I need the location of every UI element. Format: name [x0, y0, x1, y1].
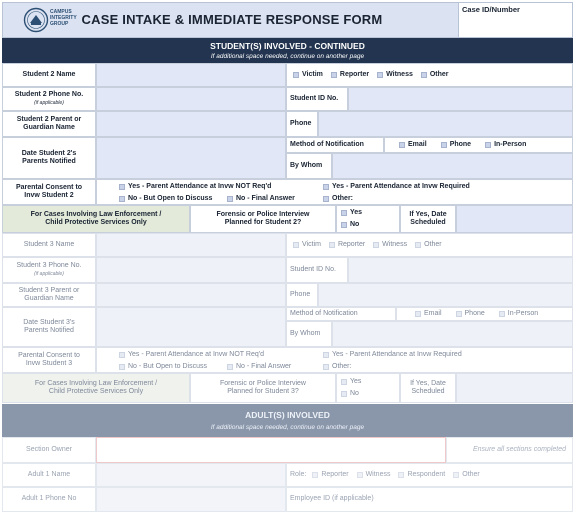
student-3-method-options [396, 307, 573, 321]
section-owner-label: Section Owner [2, 437, 96, 463]
checkbox-icon [453, 472, 459, 478]
checkbox-icon [441, 142, 447, 148]
student-3-scheduled-label: If Yes, Date Scheduled [400, 373, 456, 403]
student-3-forensic-label: Forensic or Police Interview Planned for Student 3? [190, 373, 336, 403]
student-2-role-options [286, 63, 573, 87]
student-3-role-victim[interactable]: Victim [293, 241, 321, 250]
student-2-method-phone[interactable]: Phone [441, 141, 471, 150]
student-2-guardian-label: Student 2 Parent or Guardian Name [2, 111, 96, 137]
student-2-name-label: Student 2 Name [2, 63, 96, 87]
student-3-consent-no-open[interactable]: No - But Open to Discuss [119, 363, 207, 372]
checkbox-icon [227, 196, 233, 202]
student-3-role-witness[interactable]: Witness [373, 241, 407, 250]
adult-1-name-label: Adult 1 Name [2, 463, 96, 487]
case-id-label: Case ID/Number [462, 5, 520, 14]
student-3-guardian-label: Student 3 Parent or Guardian Name [2, 283, 96, 307]
checkbox-icon [293, 72, 299, 78]
student-3-forensic-options [336, 373, 400, 403]
checkbox-icon [331, 72, 337, 78]
checkbox-icon [373, 242, 379, 248]
student-2-method-email[interactable]: Email [399, 141, 427, 150]
checkbox-icon [415, 242, 421, 248]
checkbox-icon [227, 364, 233, 370]
student-3-by-whom-input[interactable] [332, 321, 573, 347]
checkbox-icon [398, 472, 404, 478]
student-2-forensic-options [336, 205, 400, 233]
students-section-header [2, 38, 573, 63]
student-3-scheduled-input[interactable] [456, 373, 573, 403]
student-2-phone-label: Student 2 Phone No. (if applicable) [2, 87, 96, 111]
student-3-method-label: Method of Notification [286, 307, 396, 321]
adult-1-name-input[interactable] [96, 463, 286, 487]
checkbox-icon [119, 364, 125, 370]
student-2-role-other[interactable]: Other [421, 71, 449, 80]
checkbox-icon [399, 142, 405, 148]
student-2-guardian-phone-label: Phone [286, 111, 318, 137]
student-2-consent-other[interactable]: Other: [323, 195, 353, 204]
student-3-id-label: Student ID No. [286, 257, 348, 283]
form-header [2, 2, 573, 38]
checkbox-icon [456, 311, 462, 317]
student-2-consent-no-open[interactable]: No - But Open to Discuss [119, 195, 212, 204]
adult-1-role-reporter[interactable]: Reporter [312, 471, 348, 480]
adult-1-role-other[interactable]: Other [453, 471, 480, 480]
checkbox-icon [485, 142, 491, 148]
student-2-name-input[interactable] [96, 63, 286, 87]
student-3-id-input[interactable] [348, 257, 573, 283]
checkbox-icon [341, 391, 347, 397]
student-3-consent-yes-not-required[interactable]: Yes - Parent Attendance at Invw NOT Req'd [119, 351, 264, 360]
form-title: CASE INTAKE & IMMEDIATE RESPONSE FORM [81, 12, 383, 27]
student-3-consent-label: Parental Consent to Invw Student 3 [2, 347, 96, 373]
student-2-forensic-no[interactable]: No [341, 221, 359, 230]
checkbox-icon [119, 196, 125, 202]
student-3-role-other[interactable]: Other [415, 241, 442, 250]
section-owner-input[interactable] [96, 437, 446, 463]
student-2-role-reporter[interactable]: Reporter [331, 71, 369, 80]
student-2-consent-yes-required[interactable]: Yes - Parent Attendance at Invw Required [323, 183, 470, 192]
checkbox-icon [323, 184, 329, 190]
student-2-method-options [384, 137, 573, 153]
student-2-consent-options [96, 179, 573, 205]
student-2-consent-label: Parental Consent to Invw Student 2 [2, 179, 96, 205]
student-3-phone-label: Student 3 Phone No. (if applicable) [2, 257, 96, 283]
case-id-field[interactable] [458, 3, 572, 37]
adult-1-role-respondent[interactable]: Respondent [398, 471, 445, 480]
employee-id-label: Employee ID (if applicable) [286, 487, 573, 512]
student-2-by-whom-label: By Whom [286, 153, 332, 179]
checkbox-icon [341, 210, 347, 216]
student-2-id-label: Student ID No. [286, 87, 348, 111]
student-3-consent-other[interactable]: Other: [323, 363, 351, 372]
students-section-title: STUDENT(S) INVOLVED - CONTINUED [210, 41, 365, 51]
checkbox-icon [323, 196, 329, 202]
checkbox-icon [119, 184, 125, 190]
student-2-consent-yes-not-required[interactable]: Yes - Parent Attendance at Invw NOT Req'd [119, 183, 271, 192]
adult-1-role-options [286, 463, 573, 487]
student-2-notified-date-input[interactable] [96, 137, 286, 179]
student-2-guardian-phone-input[interactable] [318, 111, 573, 137]
adult-1-role-witness[interactable]: Witness [357, 471, 391, 480]
student-3-law-enforcement-label: For Cases Involving Law Enforcement / Child Protective Services Only [2, 373, 190, 403]
student-2-role-victim[interactable]: Victim [293, 71, 323, 80]
student-3-consent-no-final[interactable]: No - Final Answer [227, 363, 291, 372]
checkbox-icon [421, 72, 427, 78]
student-3-phone-input[interactable] [96, 257, 286, 283]
checkbox-icon [293, 242, 299, 248]
adult-1-phone-label: Adult 1 Phone No [2, 487, 96, 512]
student-2-phone-input[interactable] [96, 87, 286, 111]
student-2-forensic-label: Forensic or Police Interview Planned for Student 2? [190, 205, 336, 233]
checkbox-icon [323, 364, 329, 370]
student-3-role-reporter[interactable]: Reporter [329, 241, 365, 250]
checkbox-icon [499, 311, 505, 317]
checkbox-icon [341, 379, 347, 385]
student-3-name-label: Student 3 Name [2, 233, 96, 257]
student-2-consent-no-final[interactable]: No - Final Answer [227, 195, 295, 204]
adult-1-phone-input[interactable] [96, 487, 286, 512]
student-2-by-whom-input[interactable] [332, 153, 573, 179]
student-2-id-input[interactable] [348, 87, 573, 111]
student-3-guardian-input[interactable] [96, 283, 286, 307]
checkbox-icon [312, 472, 318, 478]
student-3-method-email[interactable]: Email [415, 310, 442, 319]
student-3-by-whom-label: By Whom [286, 321, 332, 347]
student-3-consent-options [96, 347, 573, 373]
student-2-notified-label: Date Student 2's Parents Notified [2, 137, 96, 179]
student-3-forensic-no[interactable]: No [341, 390, 359, 399]
student-3-guardian-phone-input[interactable] [318, 283, 573, 307]
student-3-method-phone[interactable]: Phone [456, 310, 485, 319]
ensure-sections-note: Ensure all sections completed [446, 437, 573, 463]
adults-section-subtitle: If additional space needed, continue on another page [210, 424, 365, 431]
student-3-guardian-phone-label: Phone [286, 283, 318, 307]
student-3-forensic-yes[interactable]: Yes [341, 378, 361, 387]
student-2-method-label: Method of Notification [286, 137, 384, 153]
student-2-role-witness[interactable]: Witness [377, 71, 413, 80]
adults-section-title: ADULT(S) INVOLVED [245, 410, 330, 420]
student-2-scheduled-label: If Yes, Date Scheduled [400, 205, 456, 233]
student-2-law-enforcement-label: For Cases Involving Law Enforcement / Child Protective Services Only [2, 205, 190, 233]
checkbox-icon [357, 472, 363, 478]
student-3-consent-yes-required[interactable]: Yes - Parent Attendance at Invw Required [323, 351, 462, 360]
checkbox-icon [323, 352, 329, 358]
checkbox-icon [415, 311, 421, 317]
student-3-method-in-person[interactable]: In-Person [499, 310, 538, 319]
student-3-notified-label: Date Student 3's Parents Notified [2, 307, 96, 347]
student-2-method-in-person[interactable]: In-Person [485, 141, 526, 150]
student-3-name-input[interactable] [96, 233, 286, 257]
students-section-subtitle: If additional space needed, continue on another page [210, 53, 365, 60]
student-2-forensic-yes[interactable]: Yes [341, 209, 362, 218]
checkbox-icon [341, 222, 347, 228]
checkbox-icon [329, 242, 335, 248]
checkbox-icon [377, 72, 383, 78]
student-3-role-options [286, 233, 573, 257]
adults-section-header [2, 404, 573, 437]
org-logo-text: CAMPUS INTEGRITY GROUP [50, 9, 77, 27]
adult-1-role-label: Role: [290, 470, 307, 478]
student-2-scheduled-input[interactable] [456, 205, 573, 233]
student-2-guardian-input[interactable] [96, 111, 286, 137]
checkbox-icon [119, 352, 125, 358]
student-3-notified-date-input[interactable] [96, 307, 286, 347]
